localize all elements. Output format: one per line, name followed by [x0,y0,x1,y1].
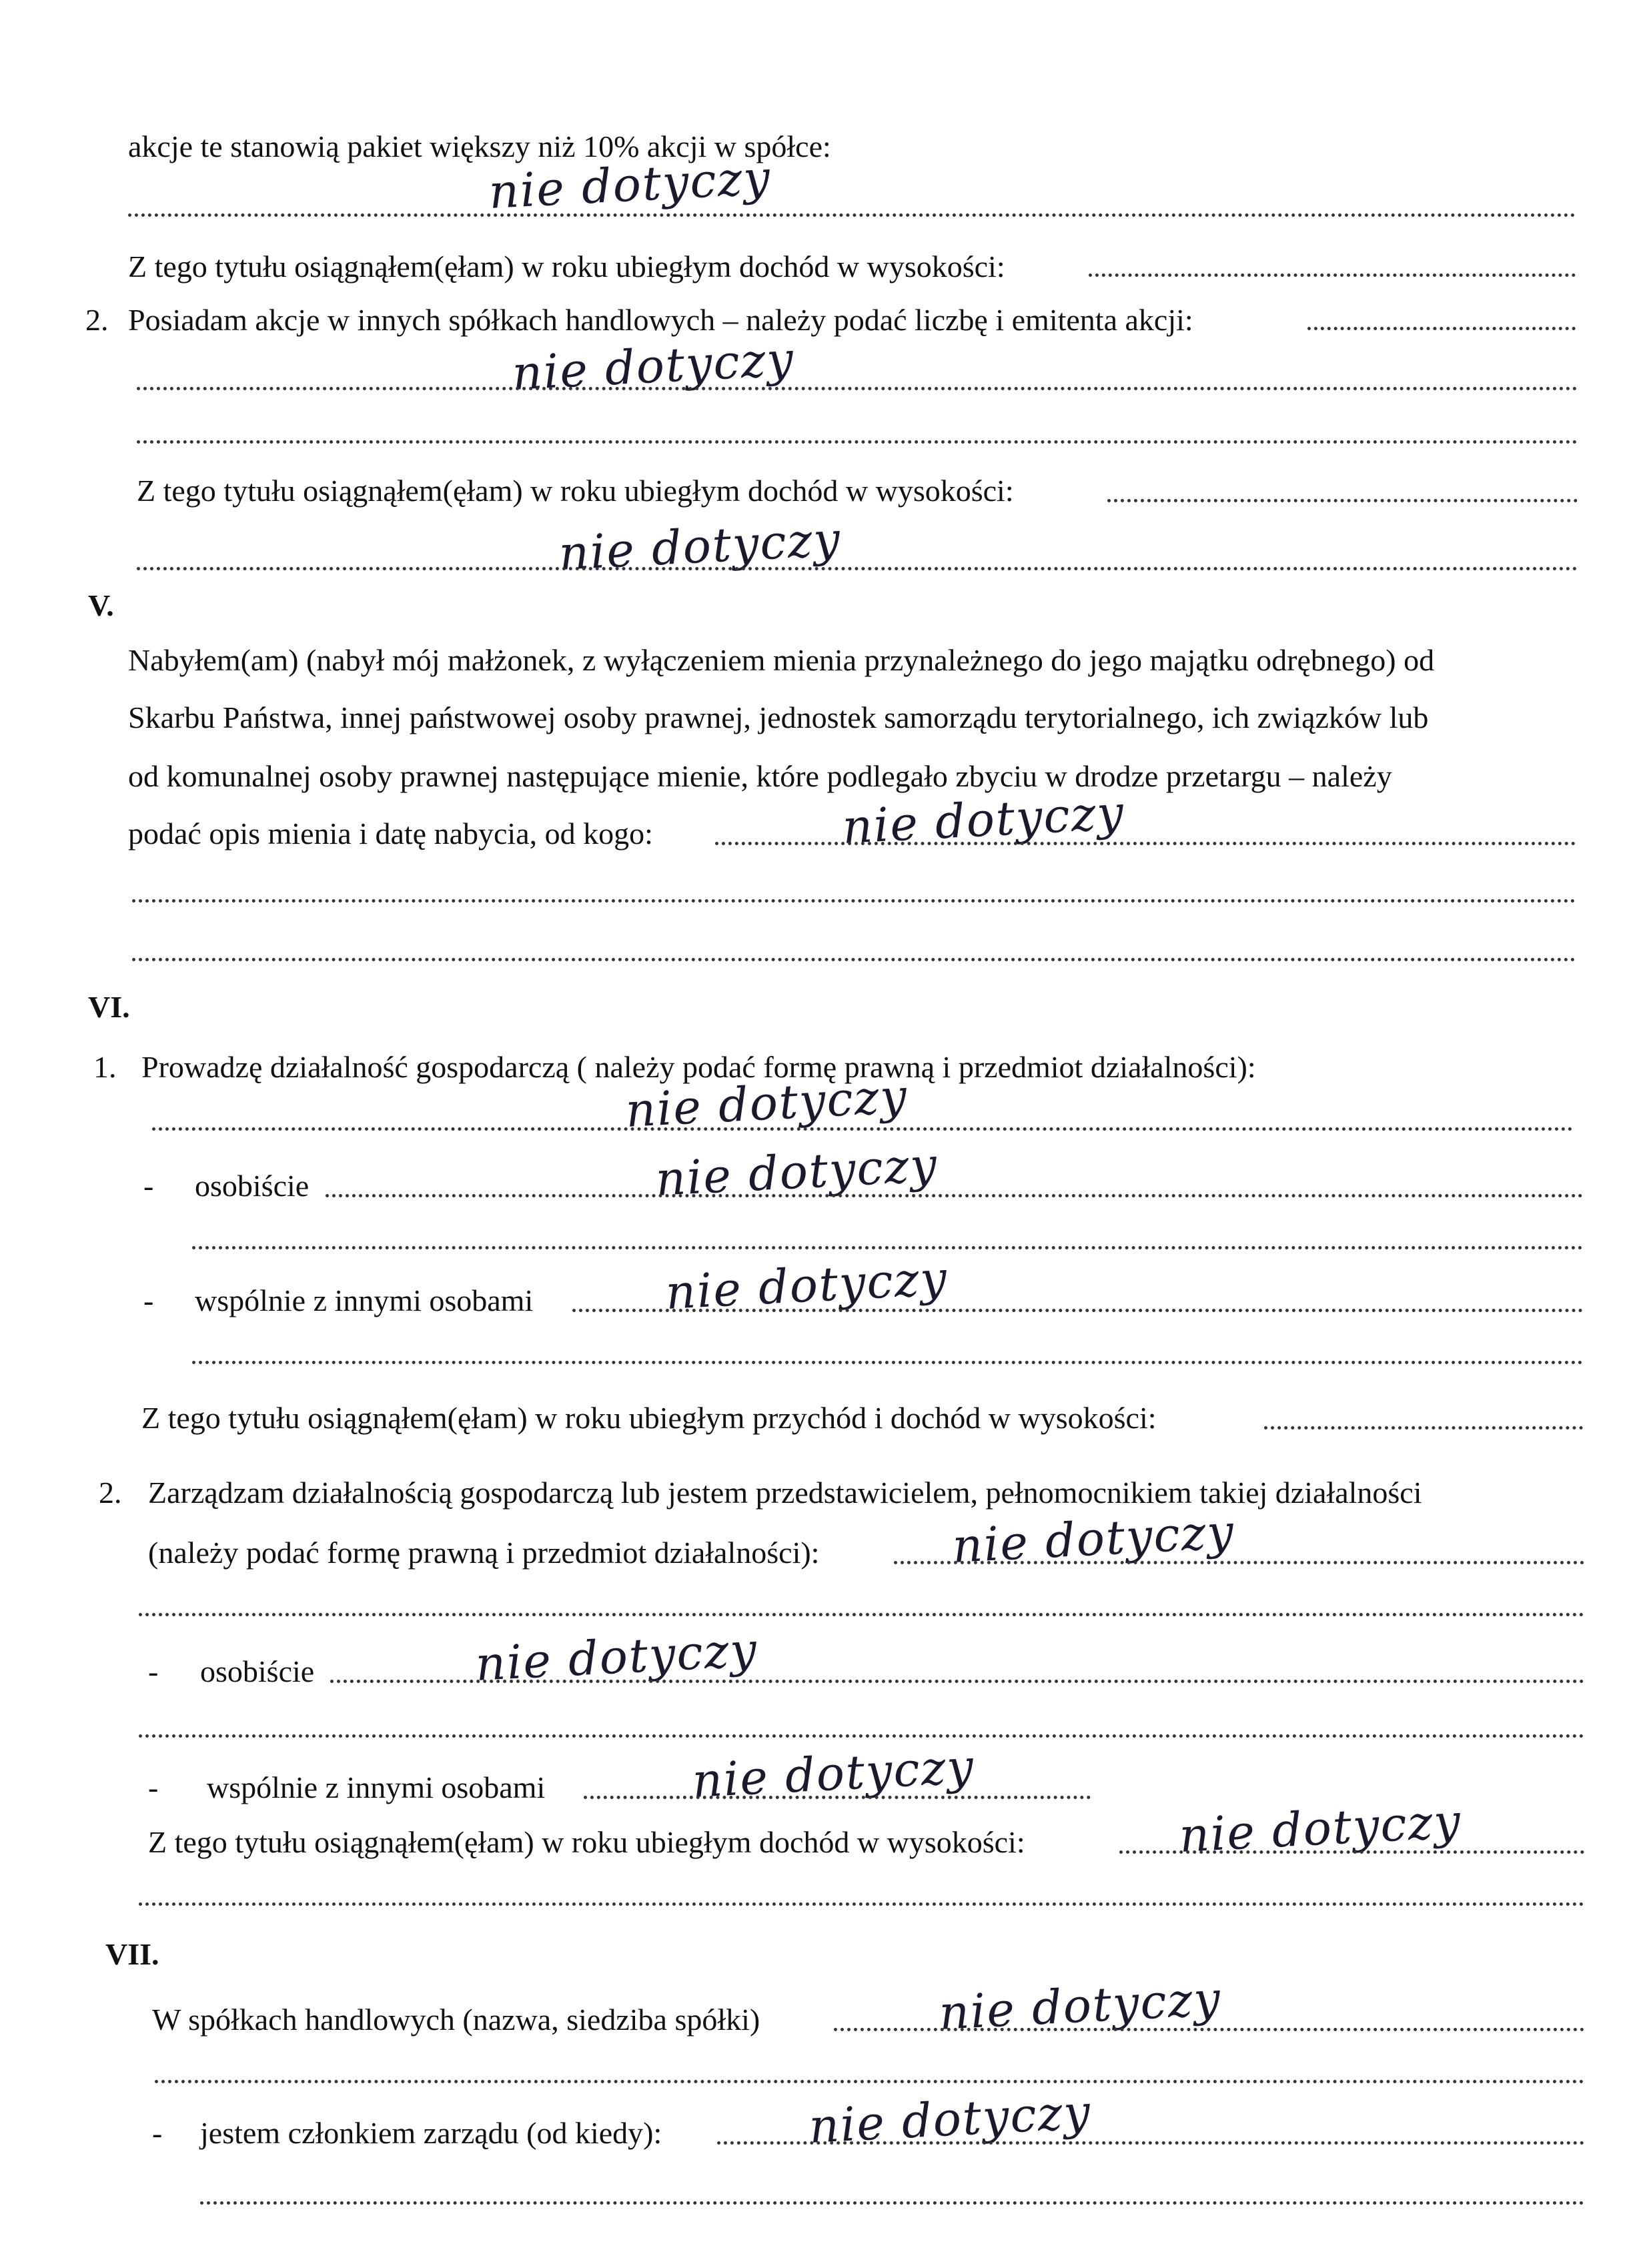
handwritten-answer: nie dotyczy [474,1622,759,1692]
answer-line [572,1309,1583,1312]
personally-label: osobiście [195,1169,310,1203]
income-label: Z tego tytułu osiągnąłem(ęłam) w roku ubiegłym dochód w wysokości: [148,1825,1025,1859]
answer-line [715,842,1576,845]
acquired-property-text: Nabyłem(am) (nabył mój małżonek, z wyłączeniem mienia przynależnego do jego majątku odrębnego) od [128,643,1435,677]
acquired-property-text: Skarbu Państwa, innej państwowej osoby prawnej, jednostek samorządu terytorialnego, ich związków lub [128,700,1429,734]
jointly-label: wspólnie z innymi osobami [195,1283,534,1317]
answer-line [1264,1426,1583,1430]
list-dash: - [148,1770,159,1804]
answer-line [192,1246,1583,1249]
item-number: 2. [85,303,109,337]
answer-line [137,567,1578,570]
list-dash: - [143,1283,154,1317]
answer-line [200,2201,1584,2205]
business-activity-label: Prowadzę działalność gospodarczą ( należy podać formę prawną i przedmiot działalności): [141,1050,1256,1084]
list-dash: - [143,1169,154,1203]
income-label: Z tego tytułu osiągnąłem(ęłam) w roku ubiegłym dochód w wysokości: [137,474,1014,508]
answer-line [152,1127,1573,1131]
answer-line [192,1361,1583,1364]
jointly-label: wspólnie z innymi osobami [207,1770,546,1804]
list-dash: - [148,1654,159,1688]
personally-label: osobiście [200,1654,315,1688]
answer-line [1107,499,1578,502]
handwritten-answer: nie dotyczy [807,2084,1093,2154]
handwritten-answer: nie dotyczy [654,1137,939,1207]
answer-line [1307,327,1576,330]
other-shares-label: Posiadam akcje w innych spółkach handlowych – należy podać liczbę i emitenta akcji: [128,303,1193,337]
acquired-property-label: podać opis mienia i datę nabycia, od kogo: [128,816,653,851]
companies-label: W spółkach handlowych (nazwa, siedziba spółki) [152,2003,760,2037]
business-management-label: (należy podać formę prawną i przedmiot działalności): [148,1536,820,1570]
answer-line [834,2028,1584,2031]
answer-line [330,1680,1584,1683]
handwritten-answer: nie dotyczy [951,1504,1236,1574]
answer-line [894,1561,1584,1564]
acquired-property-text: od komunalnej osoby prawnej następujące mienie, które podlegało zbyciu w drodze przetargu – należy [128,759,1392,793]
handwritten-answer: nie dotyczy [487,149,772,219]
answer-line [132,958,1576,961]
answer-line [1089,273,1576,277]
handwritten-answer: nie dotyczy [841,784,1126,855]
answer-line [717,2141,1584,2145]
section-heading: VII. [105,1937,159,1971]
business-management-text: Zarządzam działalnością gospodarczą lub jestem przedstawicielem, pełnomocnikiem takiej działalności [148,1476,1422,1510]
handwritten-answer: nie dotyczy [557,511,843,581]
board-member-label: jestem członkiem zarządu (od kiedy): [200,2116,662,2150]
item-number: 2. [99,1476,122,1510]
answer-line [139,1734,1584,1738]
answer-line [139,1613,1584,1616]
answer-line [326,1194,1583,1197]
answer-line [139,1902,1584,1906]
list-dash: - [152,2116,163,2150]
handwritten-answer: nie dotyczy [664,1250,949,1320]
answer-line [128,213,1576,217]
section-heading: V. [88,588,114,622]
handwritten-answer: nie dotyczy [1177,1793,1463,1863]
handwritten-answer: nie dotyczy [624,1068,909,1138]
income-label: Z tego tytułu osiągnąłem(ęłam) w roku ubiegłym przychód i dochód w wysokości: [141,1401,1157,1435]
shares-over-10-percent-label: akcje te stanowią pakiet większy niż 10% akcji w spółce: [128,129,831,163]
answer-line [1119,1850,1584,1854]
handwritten-answer: nie dotyczy [690,1738,976,1808]
answer-line [155,2080,1584,2083]
handwritten-answer: nie dotyczy [510,331,796,401]
handwritten-answer: nie dotyczy [937,1970,1223,2041]
item-number: 1. [93,1050,117,1084]
answer-line [132,899,1576,903]
answer-line [584,1796,1091,1799]
section-heading: VI. [88,990,130,1024]
income-label: Z tego tytułu osiągnąłem(ęłam) w roku ubiegłym dochód w wysokości: [128,249,1005,284]
answer-line [137,387,1578,390]
answer-line [137,440,1578,444]
